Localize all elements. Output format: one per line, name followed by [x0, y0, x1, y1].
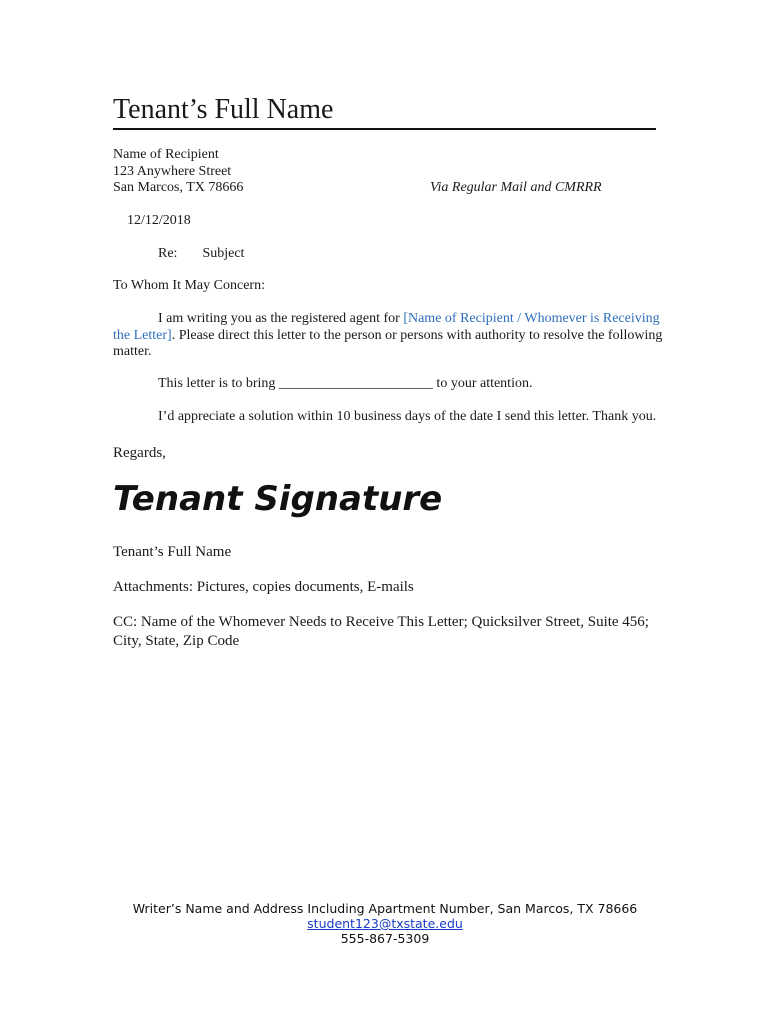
cc-line-1: CC: Name of the Whomever Needs to Receive This Letter; Quicksilver Street, Suite 456; — [113, 614, 649, 630]
footer-address: Writer’s Name and Address Including Apartment Number, San Marcos, TX 78666 — [132, 901, 638, 916]
recipient-name: Name of Recipient — [113, 147, 219, 162]
tenant-signature: Tenant Signature — [113, 479, 443, 519]
footer-phone: 555-867-5309 — [340, 931, 430, 946]
signer-name: Tenant’s Full Name — [113, 544, 232, 560]
recipient-city-line: San Marcos, TX 78666 — [113, 180, 244, 195]
recipient-placeholder-b: the Letter] — [113, 327, 172, 343]
recipient-street: 123 Anywhere Street — [113, 163, 232, 179]
paragraph1-text-c: matter. — [113, 344, 152, 359]
recipient-address-block — [113, 147, 243, 197]
letter-heading: Tenant’s Full Name — [113, 93, 656, 130]
letter-footer — [0, 901, 770, 946]
re-label: Re: — [158, 246, 178, 261]
attachments-line: Attachments: Pictures, copies documents, E-mails — [113, 579, 414, 595]
cc-line-2: City, State, Zip Code — [113, 633, 240, 649]
delivery-method: Via Regular Mail and CMRRR — [430, 180, 602, 195]
footer-email-link[interactable]: student123@txstate.edu — [307, 916, 463, 931]
paragraph1-text-a: I am writing you as the registered agent for — [158, 311, 404, 326]
recipient-placeholder-a: [Name of Recipient / Whomever is Receiving — [403, 311, 660, 326]
re-subject: Subject — [202, 246, 245, 261]
paragraph1-text-b: . Please direct this letter to the person or persons with authority to resolve the following — [171, 327, 663, 343]
body-paragraph-2: This letter is to bring ______________________ to your attention. — [158, 376, 533, 391]
cc-line — [113, 613, 663, 651]
closing: Regards, — [113, 445, 166, 461]
re-line — [158, 246, 244, 263]
body-paragraph-1 — [113, 311, 663, 361]
body-paragraph-3: I’d appreciate a solution within 10 business days of the date I send this letter. Thank you. — [158, 409, 657, 424]
salutation: To Whom It May Concern: — [113, 278, 265, 293]
letter-date: 12/12/2018 — [127, 213, 191, 228]
